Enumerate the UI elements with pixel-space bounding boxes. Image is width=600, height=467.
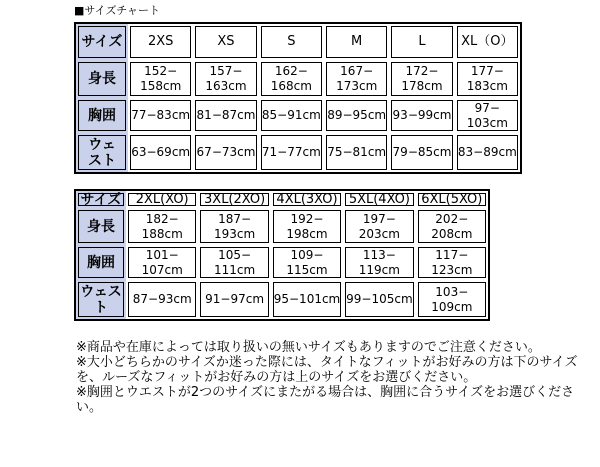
note-item: ※大小どちらかのサイズか迷った際には、タイトなフィットがお好みの方は下のサイズを、ルーズなフィットがお好みの方は上のサイズをお選びください。 — [76, 355, 578, 385]
table-cell: 117− 123cm — [416, 245, 488, 280]
table-cell: 95−101cm — [271, 280, 343, 319]
row-label-height: 身長 — [76, 208, 126, 245]
table-cell: 162− 168cm — [259, 60, 324, 98]
table-cell: 75−81cm — [324, 133, 389, 172]
size-header: 4XL(3XO) — [271, 191, 343, 208]
table-cell: 67−73cm — [193, 133, 258, 172]
table-cell: 157− 163cm — [193, 60, 258, 98]
table-cell: 197− 203cm — [343, 208, 415, 245]
table-corner-label: サイズ — [76, 191, 126, 208]
table-cell: 109− 115cm — [271, 245, 343, 280]
table-cell: 182− 188cm — [126, 208, 198, 245]
table-cell: 89−95cm — [324, 98, 389, 133]
size-header: 2XS — [128, 24, 193, 60]
note-item: ※胸囲とウエストが2つのサイズにまたがる場合は、胸囲に合うサイズをお選びください。 — [76, 385, 575, 415]
table-cell: 172− 178cm — [389, 60, 454, 98]
table-cell: 63−69cm — [128, 133, 193, 172]
row-label-waist: ウェ スト — [76, 133, 128, 172]
table-cell: 77−83cm — [128, 98, 193, 133]
size-header: 3XL(2XO) — [198, 191, 270, 208]
row-label-chest: 胸囲 — [76, 98, 128, 133]
size-header: 5XL(4XO) — [343, 191, 415, 208]
table-cell: 187− 193cm — [198, 208, 270, 245]
table-cell: 85−91cm — [259, 98, 324, 133]
table-cell: 81−87cm — [193, 98, 258, 133]
chart-caption: ■サイズチャート — [74, 4, 160, 17]
size-notes — [76, 340, 596, 415]
size-header: L — [389, 24, 454, 60]
table-corner-label: サイズ — [76, 24, 128, 60]
size-header: 2XL(XO) — [126, 191, 198, 208]
size-header: XL（O） — [455, 24, 520, 60]
size-header: 6XL(5XO) — [416, 191, 488, 208]
table-cell: 71−77cm — [259, 133, 324, 172]
size-table-standard — [74, 22, 522, 174]
table-cell: 105− 111cm — [198, 245, 270, 280]
table-cell: 83−89cm — [455, 133, 520, 172]
table-cell: 192− 198cm — [271, 208, 343, 245]
size-header: M — [324, 24, 389, 60]
row-label-height: 身長 — [76, 60, 128, 98]
size-table-large — [74, 189, 490, 321]
table-cell: 177− 183cm — [455, 60, 520, 98]
row-label-chest: 胸囲 — [76, 245, 126, 280]
table-cell: 167− 173cm — [324, 60, 389, 98]
table-cell: 101− 107cm — [126, 245, 198, 280]
size-header: S — [259, 24, 324, 60]
table-cell: 152− 158cm — [128, 60, 193, 98]
note-item: ※商品や在庫によっては取り扱いの無いサイズもありますのでご注意ください。 — [76, 340, 541, 355]
table-cell: 103− 109cm — [416, 280, 488, 319]
table-cell: 113− 119cm — [343, 245, 415, 280]
table-cell: 93−99cm — [389, 98, 454, 133]
row-label-waist: ウェス ト — [76, 280, 126, 319]
table-cell: 202− 208cm — [416, 208, 488, 245]
table-cell: 91−97cm — [198, 280, 270, 319]
table-cell: 99−105cm — [343, 280, 415, 319]
size-header: XS — [193, 24, 258, 60]
table-cell: 97− 103cm — [455, 98, 520, 133]
table-cell: 79−85cm — [389, 133, 454, 172]
table-cell: 87−93cm — [126, 280, 198, 319]
